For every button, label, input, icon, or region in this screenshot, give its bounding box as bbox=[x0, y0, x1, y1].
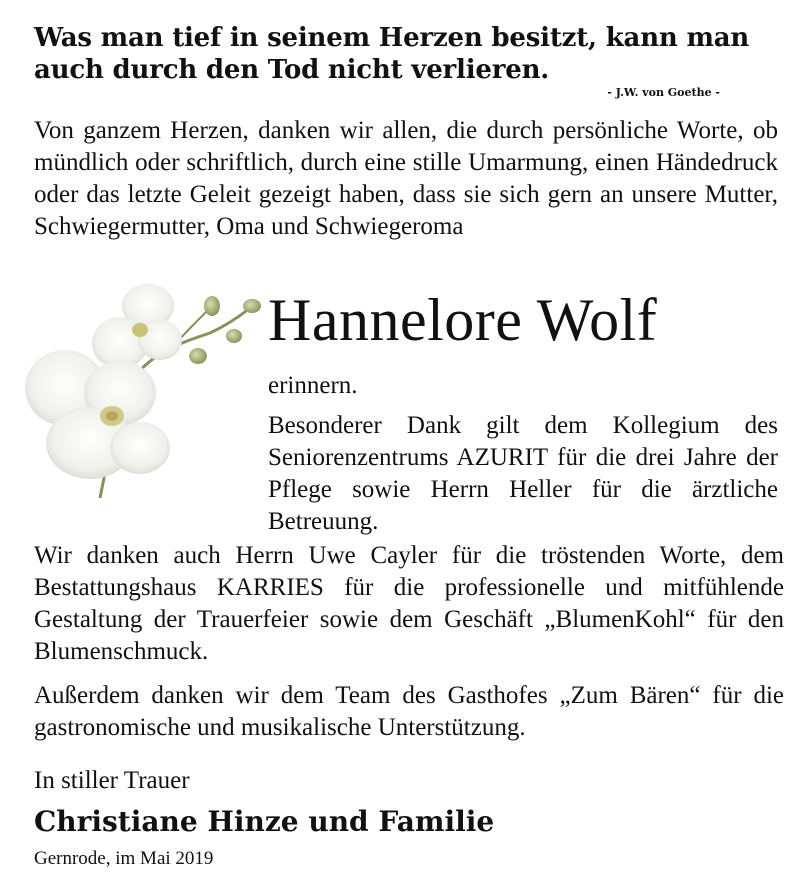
thanks-care-paragraph: Besonderer Dank gilt dem Kollegium des Seniorenzentrums AZURIT für die drei Jahre der Pflege sowie Herrn Heller für die ärztliche Betreuung. bbox=[268, 412, 778, 535]
mourning-line: In stiller Trauer bbox=[34, 767, 190, 794]
deceased-name: Hannelore Wolf bbox=[268, 287, 658, 353]
intro-paragraph: Von ganzem Herzen, danken wir allen, die durch persönliche Worte, ob mündlich oder schriftlich, durch eine stille Umarmung, einen Händedruck oder das letzte Geleit gezeigt haben, dass sie sich gern an unsere Mutter, Schwiegermutter, Oma und Schwiegeroma bbox=[34, 117, 778, 240]
quote-author: - J.W. von Goethe - bbox=[607, 86, 720, 99]
place-date: Gernrode, im Mai 2019 bbox=[34, 848, 214, 869]
signature: Christiane Hinze und Familie bbox=[34, 805, 495, 838]
remember-text: erinnern. bbox=[268, 372, 358, 399]
thanks-funeral-paragraph: Wir danken auch Herrn Uwe Cayler für die tröstenden Worte, dem Bestattungshaus KARRIES für die professionelle und mitfühlende Gestaltung der Trauerfeier sowie dem Geschäft „BlumenKohl“ für den Blumenschmuck. bbox=[34, 542, 784, 665]
thanks-inn-paragraph: Außerdem danken wir dem Team des Gasthofes „Zum Bären“ für die gastronomische und musikalische Unterstützung. bbox=[34, 682, 784, 741]
goethe-quote: Was man tief in seinem Herzen besitzt, kann man auch durch den Tod nicht verlieren. bbox=[34, 23, 750, 85]
orchid-flower-icon bbox=[20, 268, 270, 536]
